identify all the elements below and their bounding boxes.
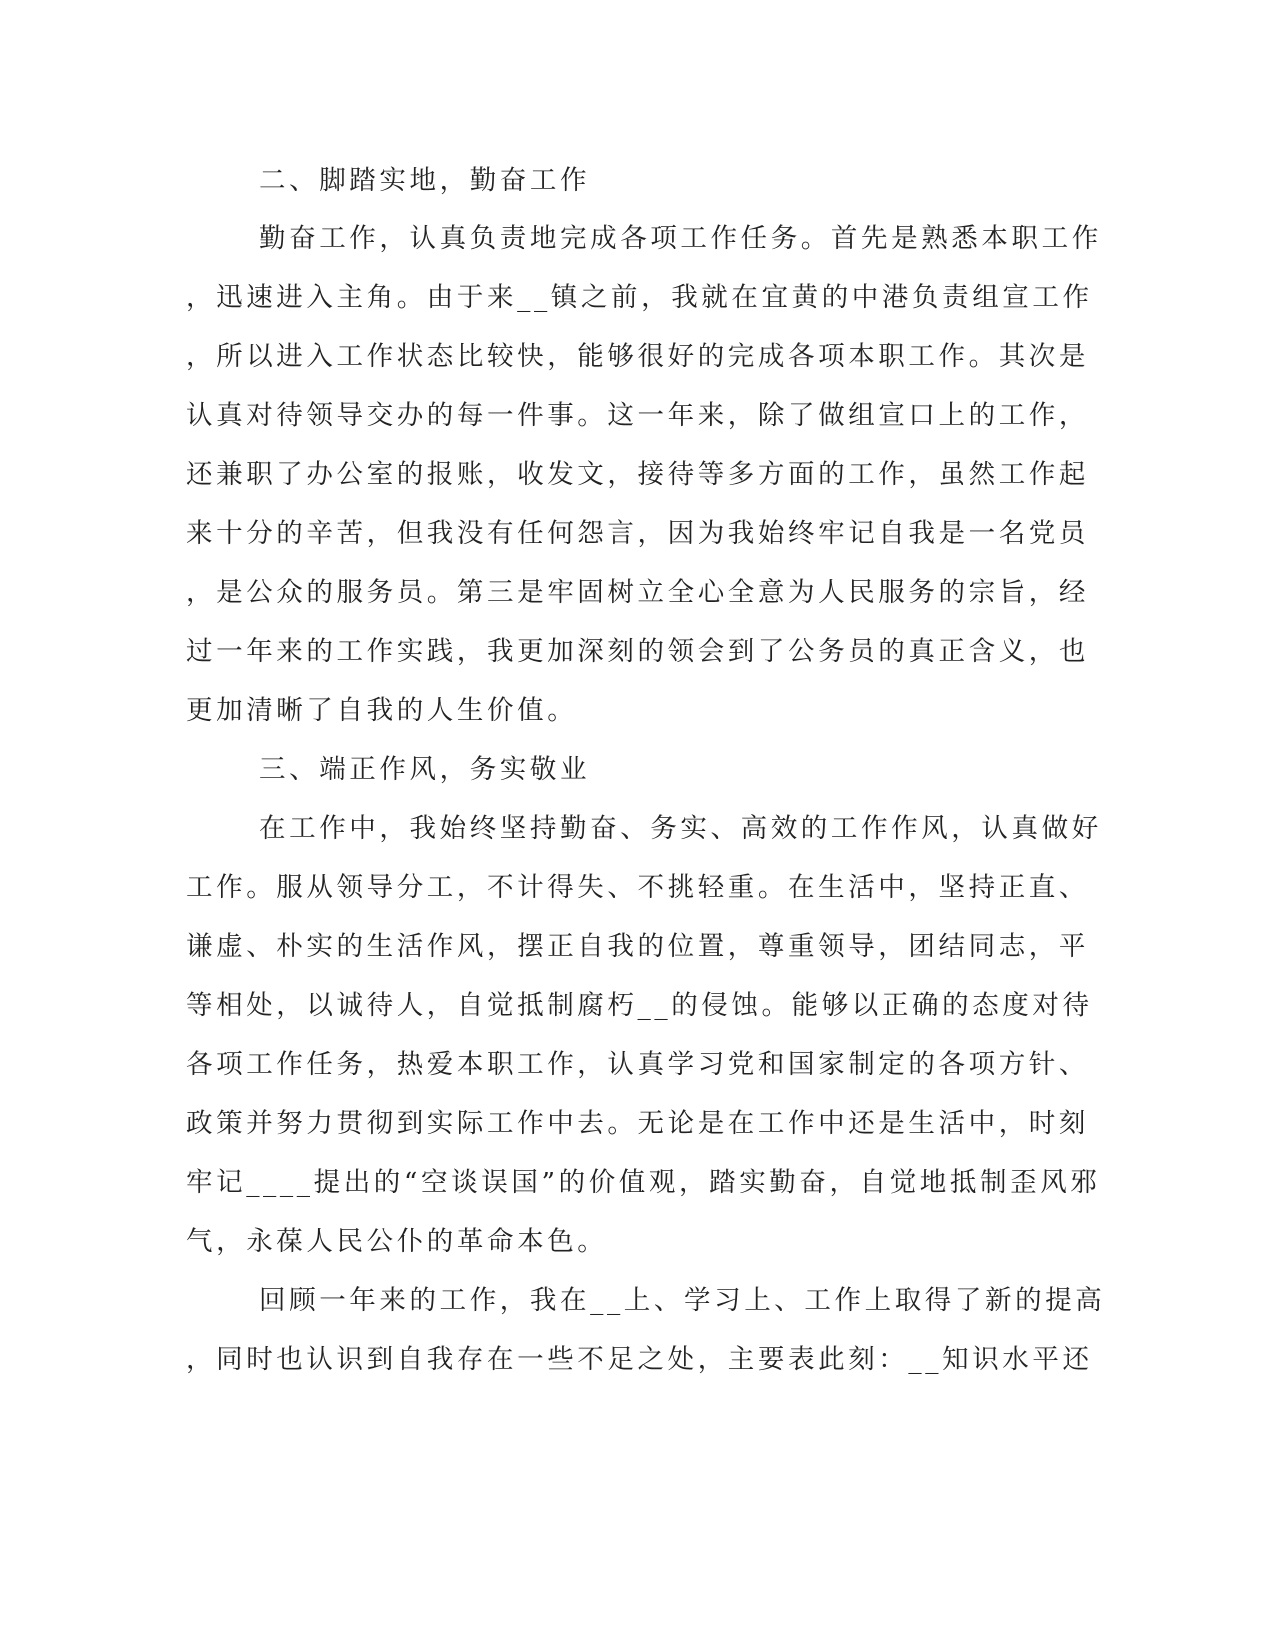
paragraph-line: 各项工作任务，热爱本职工作，认真学习党和国家制定的各项方针、	[186, 1049, 1089, 1080]
section-heading-2: 二、脚踏实地，勤奋工作	[259, 165, 591, 196]
paragraph-line: 还兼职了办公室的报账，收发文，接待等多方面的工作，虽然工作起	[186, 459, 1089, 490]
paragraph-line: 回顾一年来的工作，我在__上、学习上、工作上取得了新的提高	[259, 1285, 1106, 1316]
section-heading-3: 三、端正作风，务实敬业	[259, 754, 591, 785]
paragraph-line: 在工作中，我始终坚持勤奋、务实、高效的工作作风，认真做好	[259, 813, 1102, 844]
paragraph-line: 来十分的辛苦，但我没有任何怨言，因为我始终牢记自我是一名党员	[186, 518, 1089, 549]
paragraph-line: ，是公众的服务员。第三是牢固树立全心全意为人民服务的宗旨，经	[186, 577, 1089, 608]
paragraph-line: 牢记____提出的“空谈误国”的价值观，踏实勤奋，自觉地抵制歪风邪	[186, 1167, 1101, 1198]
paragraph-line: 政策并努力贯彻到实际工作中去。无论是在工作中还是生活中，时刻	[186, 1108, 1089, 1139]
paragraph-line: 勤奋工作，认真负责地完成各项工作任务。首先是熟悉本职工作	[259, 223, 1102, 254]
paragraph-line: 认真对待领导交办的每一件事。这一年来，除了做组宣口上的工作，	[186, 400, 1089, 431]
paragraph-line: ，同时也认识到自我存在一些不足之处，主要表此刻：__知识水平还	[186, 1344, 1093, 1375]
paragraph-line: 更加清晰了自我的人生价值。	[186, 695, 578, 726]
paragraph-line: 过一年来的工作实践，我更加深刻的领会到了公务员的真正含义，也	[186, 636, 1089, 667]
paragraph-line: 等相处，以诚待人，自觉抵制腐朽__的侵蚀。能够以正确的态度对待	[186, 990, 1093, 1021]
paragraph-line: ，迅速进入主角。由于来__镇之前，我就在宜黄的中港负责组宣工作	[186, 282, 1093, 313]
paragraph-line: ，所以进入工作状态比较快，能够很好的完成各项本职工作。其次是	[186, 341, 1089, 372]
paragraph-line: 工作。服从领导分工，不计得失、不挑轻重。在生活中，坚持正直、	[186, 872, 1089, 903]
paragraph-line: 气，永葆人民公仆的革命本色。	[186, 1226, 608, 1257]
paragraph-line: 谦虚、朴实的生活作风，摆正自我的位置，尊重领导，团结同志，平	[186, 931, 1089, 962]
